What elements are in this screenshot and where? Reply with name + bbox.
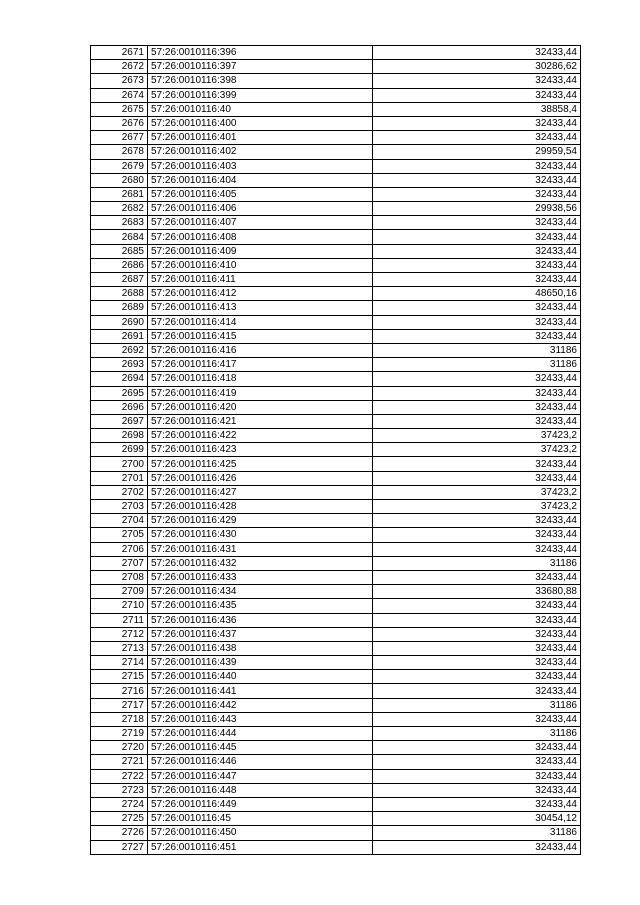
row-number-cell: 2701 bbox=[91, 471, 148, 485]
row-number-cell: 2713 bbox=[91, 641, 148, 655]
row-number-cell: 2704 bbox=[91, 514, 148, 528]
row-number-cell: 2679 bbox=[91, 159, 148, 173]
table-row bbox=[91, 457, 581, 471]
table-row bbox=[91, 443, 581, 457]
row-number-cell: 2680 bbox=[91, 173, 148, 187]
row-number-cell: 2723 bbox=[91, 783, 148, 797]
value-cell: 37423,2 bbox=[373, 485, 581, 499]
row-number-cell: 2716 bbox=[91, 684, 148, 698]
row-number-cell: 2683 bbox=[91, 216, 148, 230]
row-number-cell: 2722 bbox=[91, 769, 148, 783]
cadastral-number-cell: 57:26:0010116:431 bbox=[148, 542, 373, 556]
value-cell: 32433,44 bbox=[373, 627, 581, 641]
cadastral-number-cell: 57:26:0010116:396 bbox=[148, 46, 373, 60]
value-cell: 29959,54 bbox=[373, 145, 581, 159]
cadastral-number-cell: 57:26:0010116:421 bbox=[148, 414, 373, 428]
value-cell: 32433,44 bbox=[373, 670, 581, 684]
table-row bbox=[91, 570, 581, 584]
table-row bbox=[91, 826, 581, 840]
value-cell: 29938,56 bbox=[373, 202, 581, 216]
cadastral-number-cell: 57:26:0010116:439 bbox=[148, 656, 373, 670]
cadastral-number-cell: 57:26:0010116:412 bbox=[148, 287, 373, 301]
table-row bbox=[91, 244, 581, 258]
cadastral-number-cell: 57:26:0010116:428 bbox=[148, 500, 373, 514]
cadastral-number-cell: 57:26:0010116:433 bbox=[148, 570, 373, 584]
row-number-cell: 2710 bbox=[91, 599, 148, 613]
cadastral-number-cell: 57:26:0010116:419 bbox=[148, 386, 373, 400]
value-cell: 31186 bbox=[373, 358, 581, 372]
row-number-cell: 2714 bbox=[91, 656, 148, 670]
row-number-cell: 2695 bbox=[91, 386, 148, 400]
cadastral-number-cell: 57:26:0010116:45 bbox=[148, 812, 373, 826]
row-number-cell: 2699 bbox=[91, 443, 148, 457]
value-cell: 32433,44 bbox=[373, 570, 581, 584]
cadastral-number-cell: 57:26:0010116:400 bbox=[148, 116, 373, 130]
table-row bbox=[91, 727, 581, 741]
value-cell: 32433,44 bbox=[373, 741, 581, 755]
table-row bbox=[91, 542, 581, 556]
value-cell: 30454,12 bbox=[373, 812, 581, 826]
cadastral-number-cell: 57:26:0010116:450 bbox=[148, 826, 373, 840]
value-cell: 31186 bbox=[373, 343, 581, 357]
row-number-cell: 2689 bbox=[91, 301, 148, 315]
table-body bbox=[91, 46, 581, 855]
table-row bbox=[91, 656, 581, 670]
value-cell: 37423,2 bbox=[373, 429, 581, 443]
value-cell: 32433,44 bbox=[373, 400, 581, 414]
cadastral-number-cell: 57:26:0010116:411 bbox=[148, 273, 373, 287]
value-cell: 32433,44 bbox=[373, 712, 581, 726]
value-cell: 48650,16 bbox=[373, 287, 581, 301]
table-row bbox=[91, 102, 581, 116]
row-number-cell: 2720 bbox=[91, 741, 148, 755]
row-number-cell: 2702 bbox=[91, 485, 148, 499]
cadastral-number-cell: 57:26:0010116:442 bbox=[148, 698, 373, 712]
row-number-cell: 2705 bbox=[91, 528, 148, 542]
table-row bbox=[91, 145, 581, 159]
cadastral-number-cell: 57:26:0010116:449 bbox=[148, 797, 373, 811]
value-cell: 32433,44 bbox=[373, 315, 581, 329]
row-number-cell: 2686 bbox=[91, 258, 148, 272]
row-number-cell: 2708 bbox=[91, 570, 148, 584]
row-number-cell: 2691 bbox=[91, 329, 148, 343]
table-row bbox=[91, 372, 581, 386]
cadastral-value-table bbox=[90, 45, 581, 855]
cadastral-number-cell: 57:26:0010116:418 bbox=[148, 372, 373, 386]
cadastral-number-cell: 57:26:0010116:415 bbox=[148, 329, 373, 343]
row-number-cell: 2688 bbox=[91, 287, 148, 301]
value-cell: 32433,44 bbox=[373, 755, 581, 769]
table-row bbox=[91, 343, 581, 357]
cadastral-number-cell: 57:26:0010116:434 bbox=[148, 585, 373, 599]
row-number-cell: 2698 bbox=[91, 429, 148, 443]
value-cell: 32433,44 bbox=[373, 840, 581, 854]
cadastral-number-cell: 57:26:0010116:408 bbox=[148, 230, 373, 244]
table-row bbox=[91, 46, 581, 60]
cadastral-number-cell: 57:26:0010116:405 bbox=[148, 187, 373, 201]
table-row bbox=[91, 358, 581, 372]
cadastral-number-cell: 57:26:0010116:410 bbox=[148, 258, 373, 272]
row-number-cell: 2712 bbox=[91, 627, 148, 641]
row-number-cell: 2700 bbox=[91, 457, 148, 471]
table-row bbox=[91, 131, 581, 145]
table-row bbox=[91, 429, 581, 443]
row-number-cell: 2693 bbox=[91, 358, 148, 372]
cadastral-number-cell: 57:26:0010116:401 bbox=[148, 131, 373, 145]
table-row bbox=[91, 60, 581, 74]
row-number-cell: 2724 bbox=[91, 797, 148, 811]
row-number-cell: 2674 bbox=[91, 88, 148, 102]
row-number-cell: 2676 bbox=[91, 116, 148, 130]
table-row bbox=[91, 159, 581, 173]
cadastral-number-cell: 57:26:0010116:406 bbox=[148, 202, 373, 216]
value-cell: 32433,44 bbox=[373, 230, 581, 244]
cadastral-number-cell: 57:26:0010116:399 bbox=[148, 88, 373, 102]
table-row bbox=[91, 556, 581, 570]
cadastral-number-cell: 57:26:0010116:443 bbox=[148, 712, 373, 726]
row-number-cell: 2719 bbox=[91, 727, 148, 741]
table-row bbox=[91, 585, 581, 599]
value-cell: 32433,44 bbox=[373, 457, 581, 471]
table-row bbox=[91, 528, 581, 542]
cadastral-number-cell: 57:26:0010116:445 bbox=[148, 741, 373, 755]
table-row bbox=[91, 485, 581, 499]
cadastral-number-cell: 57:26:0010116:404 bbox=[148, 173, 373, 187]
table-row bbox=[91, 514, 581, 528]
table-row bbox=[91, 258, 581, 272]
row-number-cell: 2684 bbox=[91, 230, 148, 244]
row-number-cell: 2681 bbox=[91, 187, 148, 201]
row-number-cell: 2717 bbox=[91, 698, 148, 712]
value-cell: 32433,44 bbox=[373, 329, 581, 343]
cadastral-number-cell: 57:26:0010116:451 bbox=[148, 840, 373, 854]
cadastral-number-cell: 57:26:0010116:402 bbox=[148, 145, 373, 159]
cadastral-number-cell: 57:26:0010116:435 bbox=[148, 599, 373, 613]
cadastral-number-cell: 57:26:0010116:430 bbox=[148, 528, 373, 542]
value-cell: 32433,44 bbox=[373, 216, 581, 230]
value-cell: 37423,2 bbox=[373, 443, 581, 457]
value-cell: 32433,44 bbox=[373, 159, 581, 173]
table-row bbox=[91, 812, 581, 826]
row-number-cell: 2673 bbox=[91, 74, 148, 88]
value-cell: 31186 bbox=[373, 556, 581, 570]
cadastral-number-cell: 57:26:0010116:444 bbox=[148, 727, 373, 741]
cadastral-number-cell: 57:26:0010116:448 bbox=[148, 783, 373, 797]
value-cell: 32433,44 bbox=[373, 386, 581, 400]
value-cell: 32433,44 bbox=[373, 641, 581, 655]
row-number-cell: 2711 bbox=[91, 613, 148, 627]
value-cell: 31186 bbox=[373, 727, 581, 741]
row-number-cell: 2721 bbox=[91, 755, 148, 769]
cadastral-number-cell: 57:26:0010116:437 bbox=[148, 627, 373, 641]
value-cell: 32433,44 bbox=[373, 656, 581, 670]
row-number-cell: 2687 bbox=[91, 273, 148, 287]
cadastral-number-cell: 57:26:0010116:397 bbox=[148, 60, 373, 74]
value-cell: 32433,44 bbox=[373, 542, 581, 556]
value-cell: 32433,44 bbox=[373, 131, 581, 145]
cadastral-number-cell: 57:26:0010116:447 bbox=[148, 769, 373, 783]
cadastral-number-cell: 57:26:0010116:423 bbox=[148, 443, 373, 457]
table-row bbox=[91, 613, 581, 627]
cadastral-number-cell: 57:26:0010116:436 bbox=[148, 613, 373, 627]
value-cell: 32433,44 bbox=[373, 514, 581, 528]
row-number-cell: 2672 bbox=[91, 60, 148, 74]
cadastral-number-cell: 57:26:0010116:438 bbox=[148, 641, 373, 655]
row-number-cell: 2694 bbox=[91, 372, 148, 386]
cadastral-number-cell: 57:26:0010116:413 bbox=[148, 301, 373, 315]
table-row bbox=[91, 216, 581, 230]
table-row bbox=[91, 386, 581, 400]
table-row bbox=[91, 116, 581, 130]
value-cell: 31186 bbox=[373, 698, 581, 712]
table-row bbox=[91, 414, 581, 428]
row-number-cell: 2697 bbox=[91, 414, 148, 428]
row-number-cell: 2707 bbox=[91, 556, 148, 570]
table-row bbox=[91, 202, 581, 216]
cadastral-number-cell: 57:26:0010116:425 bbox=[148, 457, 373, 471]
table-row bbox=[91, 755, 581, 769]
row-number-cell: 2678 bbox=[91, 145, 148, 159]
table-row bbox=[91, 187, 581, 201]
table-row bbox=[91, 797, 581, 811]
cadastral-number-cell: 57:26:0010116:417 bbox=[148, 358, 373, 372]
cadastral-number-cell: 57:26:0010116:40 bbox=[148, 102, 373, 116]
row-number-cell: 2675 bbox=[91, 102, 148, 116]
row-number-cell: 2703 bbox=[91, 500, 148, 514]
value-cell: 32433,44 bbox=[373, 372, 581, 386]
cadastral-number-cell: 57:26:0010116:420 bbox=[148, 400, 373, 414]
cadastral-number-cell: 57:26:0010116:432 bbox=[148, 556, 373, 570]
row-number-cell: 2671 bbox=[91, 46, 148, 60]
cadastral-number-cell: 57:26:0010116:440 bbox=[148, 670, 373, 684]
table-row bbox=[91, 698, 581, 712]
row-number-cell: 2685 bbox=[91, 244, 148, 258]
cadastral-number-cell: 57:26:0010116:426 bbox=[148, 471, 373, 485]
row-number-cell: 2682 bbox=[91, 202, 148, 216]
value-cell: 32433,44 bbox=[373, 74, 581, 88]
value-cell: 32433,44 bbox=[373, 301, 581, 315]
table-row bbox=[91, 769, 581, 783]
cadastral-number-cell: 57:26:0010116:416 bbox=[148, 343, 373, 357]
table-row bbox=[91, 741, 581, 755]
table-row bbox=[91, 670, 581, 684]
value-cell: 32433,44 bbox=[373, 116, 581, 130]
table-row bbox=[91, 230, 581, 244]
cadastral-number-cell: 57:26:0010116:427 bbox=[148, 485, 373, 499]
row-number-cell: 2715 bbox=[91, 670, 148, 684]
table-row bbox=[91, 173, 581, 187]
row-number-cell: 2718 bbox=[91, 712, 148, 726]
row-number-cell: 2726 bbox=[91, 826, 148, 840]
value-cell: 32433,44 bbox=[373, 187, 581, 201]
value-cell: 32433,44 bbox=[373, 684, 581, 698]
value-cell: 32433,44 bbox=[373, 471, 581, 485]
row-number-cell: 2677 bbox=[91, 131, 148, 145]
table-row bbox=[91, 329, 581, 343]
cadastral-number-cell: 57:26:0010116:403 bbox=[148, 159, 373, 173]
cadastral-number-cell: 57:26:0010116:398 bbox=[148, 74, 373, 88]
value-cell: 32433,44 bbox=[373, 613, 581, 627]
row-number-cell: 2709 bbox=[91, 585, 148, 599]
table-row bbox=[91, 315, 581, 329]
value-cell: 31186 bbox=[373, 826, 581, 840]
value-cell: 32433,44 bbox=[373, 173, 581, 187]
table-row bbox=[91, 301, 581, 315]
table-row bbox=[91, 684, 581, 698]
cadastral-number-cell: 57:26:0010116:441 bbox=[148, 684, 373, 698]
value-cell: 30286,62 bbox=[373, 60, 581, 74]
row-number-cell: 2725 bbox=[91, 812, 148, 826]
cadastral-number-cell: 57:26:0010116:422 bbox=[148, 429, 373, 443]
cadastral-number-cell: 57:26:0010116:446 bbox=[148, 755, 373, 769]
table-row bbox=[91, 627, 581, 641]
value-cell: 32433,44 bbox=[373, 258, 581, 272]
value-cell: 38858,4 bbox=[373, 102, 581, 116]
cadastral-number-cell: 57:26:0010116:429 bbox=[148, 514, 373, 528]
value-cell: 32433,44 bbox=[373, 414, 581, 428]
row-number-cell: 2706 bbox=[91, 542, 148, 556]
value-cell: 32433,44 bbox=[373, 783, 581, 797]
value-cell: 33680,88 bbox=[373, 585, 581, 599]
cadastral-number-cell: 57:26:0010116:409 bbox=[148, 244, 373, 258]
table-row bbox=[91, 471, 581, 485]
table-row bbox=[91, 840, 581, 854]
table-row bbox=[91, 712, 581, 726]
table-row bbox=[91, 88, 581, 102]
row-number-cell: 2692 bbox=[91, 343, 148, 357]
row-number-cell: 2727 bbox=[91, 840, 148, 854]
row-number-cell: 2696 bbox=[91, 400, 148, 414]
table-row bbox=[91, 783, 581, 797]
value-cell: 32433,44 bbox=[373, 528, 581, 542]
row-number-cell: 2690 bbox=[91, 315, 148, 329]
cadastral-number-cell: 57:26:0010116:414 bbox=[148, 315, 373, 329]
value-cell: 37423,2 bbox=[373, 500, 581, 514]
table-row bbox=[91, 74, 581, 88]
value-cell: 32433,44 bbox=[373, 88, 581, 102]
value-cell: 32433,44 bbox=[373, 797, 581, 811]
table-row bbox=[91, 287, 581, 301]
value-cell: 32433,44 bbox=[373, 244, 581, 258]
value-cell: 32433,44 bbox=[373, 273, 581, 287]
cadastral-number-cell: 57:26:0010116:407 bbox=[148, 216, 373, 230]
table-row bbox=[91, 641, 581, 655]
table-row bbox=[91, 273, 581, 287]
table-row bbox=[91, 400, 581, 414]
value-cell: 32433,44 bbox=[373, 599, 581, 613]
value-cell: 32433,44 bbox=[373, 769, 581, 783]
value-cell: 32433,44 bbox=[373, 46, 581, 60]
table-row bbox=[91, 599, 581, 613]
table-row bbox=[91, 500, 581, 514]
